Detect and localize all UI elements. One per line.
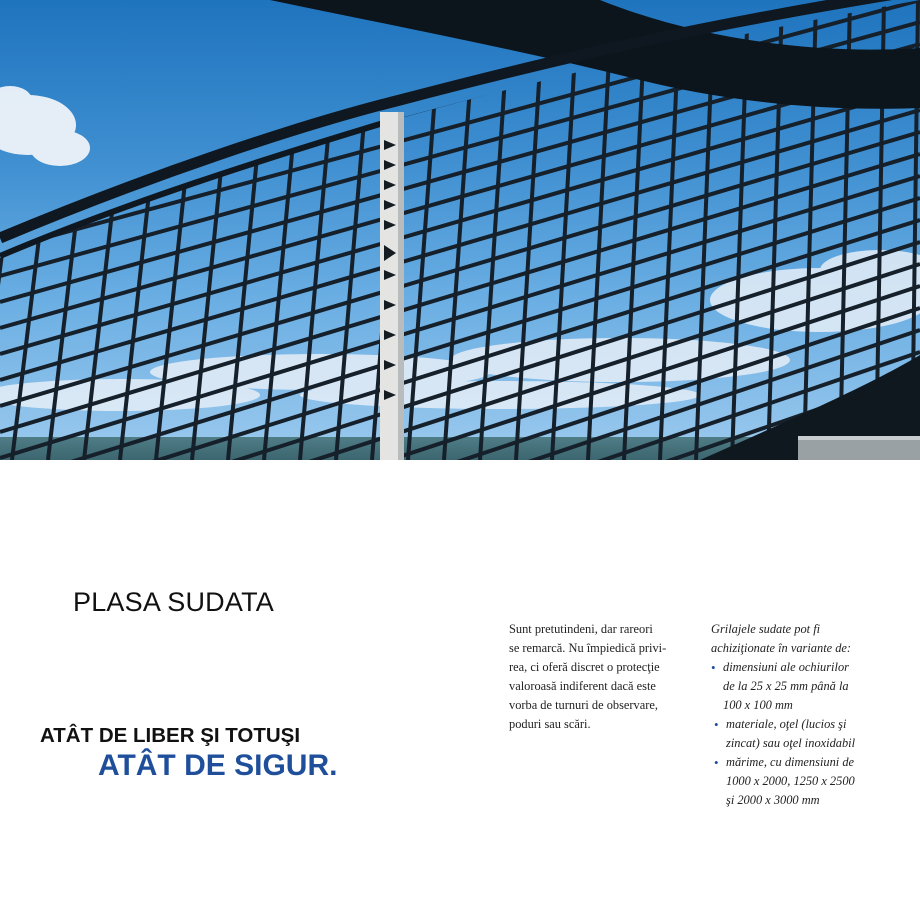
list-item [714, 753, 911, 810]
intro-line: Sunt pretutindeni, dar rareori [509, 622, 653, 636]
list-item [711, 658, 911, 715]
intro-line: valoroasă indiferent dacă este [509, 679, 656, 693]
tagline-line-2: ATÂT DE SIGUR. [98, 749, 338, 782]
variants-paragraph [711, 620, 911, 810]
variants-intro-line: achiziţionate în variante de: [711, 641, 852, 655]
variant-line: zincat) sau oţel inoxidabil [726, 736, 856, 750]
variant-line: şi 2000 x 3000 mm [726, 793, 820, 807]
intro-line: rea, ci oferă discret o protecţie [509, 660, 660, 674]
intro-line: poduri sau scări. [509, 717, 591, 731]
variant-line: 1000 x 2000, 1250 x 2500 [726, 774, 855, 788]
variants-list [711, 658, 911, 810]
variant-line: de la 25 x 25 mm până la [723, 679, 849, 693]
variant-line: 100 x 100 mm [723, 698, 793, 712]
variants-intro-line: Grilajele sudate pot fi [711, 622, 821, 636]
bullet-icon: • [711, 660, 716, 675]
bullet-icon: • [714, 755, 719, 770]
intro-paragraph [509, 620, 689, 734]
bullet-icon: • [714, 717, 719, 732]
tagline-line-1: ATÂT DE LIBER ŞI TOTUŞI [40, 724, 301, 747]
variant-line: materiale, oţel (lucios şi [726, 717, 847, 731]
page-title: PLASA SUDATA [73, 587, 274, 617]
intro-line: vorba de turnuri de observare, [509, 698, 658, 712]
list-item [714, 715, 911, 753]
variant-line: mărime, cu dimensiuni de [726, 755, 855, 769]
variant-line: dimensiuni ale ochiurilor [723, 660, 849, 674]
intro-line: se remarcă. Nu împiedică privi- [509, 641, 667, 655]
